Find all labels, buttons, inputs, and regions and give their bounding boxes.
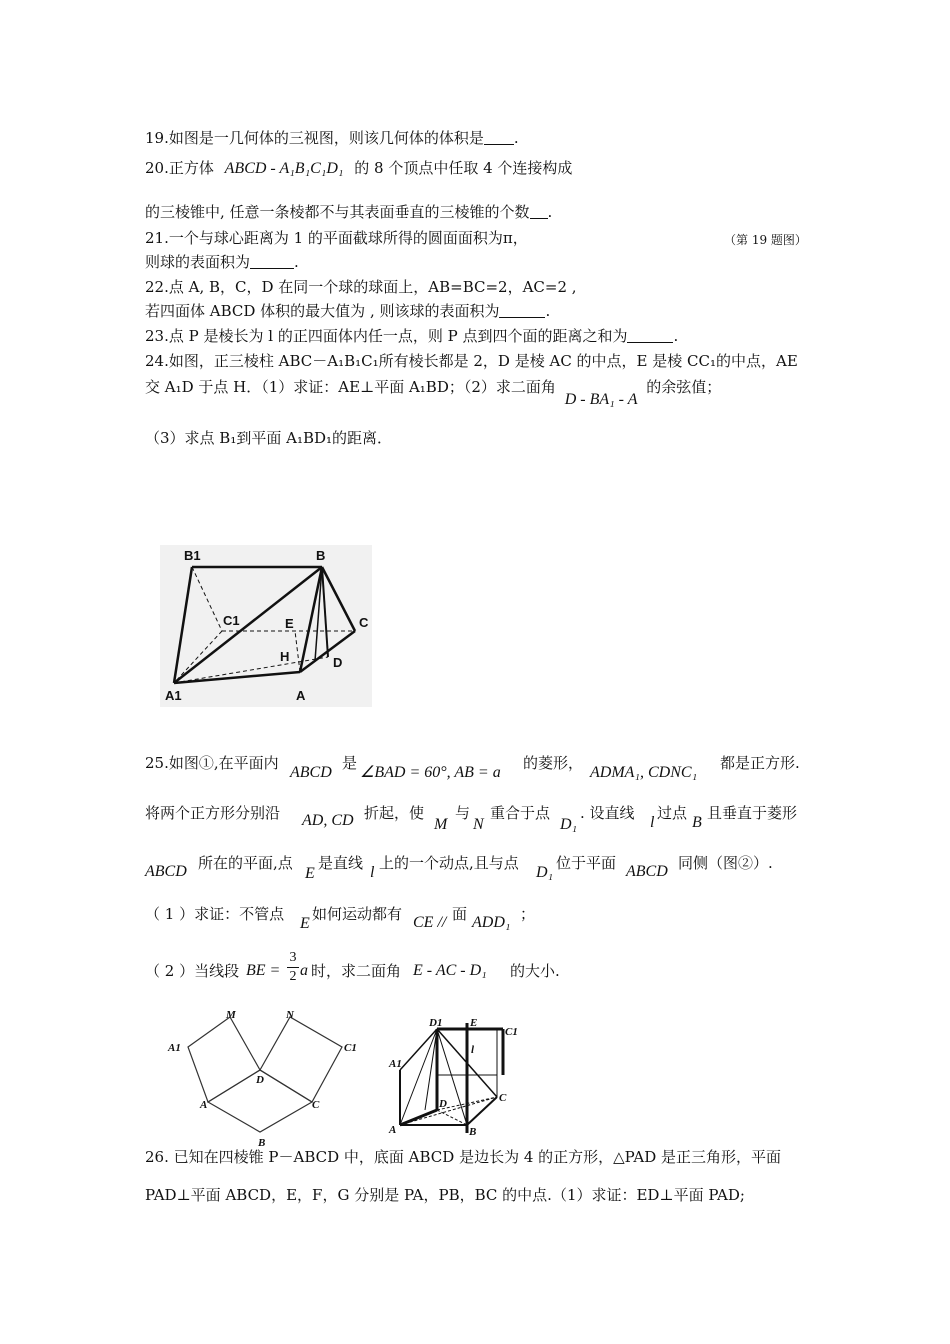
label-l: l	[471, 1044, 475, 1056]
q20-line2: 的三棱锥中, 任意一条棱都不与其表面垂直的三棱锥的个数 .	[145, 203, 553, 221]
label-D: D	[256, 1074, 264, 1086]
label-M: M	[226, 1009, 236, 1021]
q23-blank	[627, 328, 673, 343]
q25-math-abcd: ABCD	[290, 764, 332, 781]
q25-math-adcd: AD, CD	[302, 812, 354, 829]
q25-figure-2	[385, 1015, 525, 1140]
q23-line: 23.点 P 是棱长为 l 的正四面体内任一点，则 P 点到四个面的距离之和为 .	[145, 327, 679, 345]
q24-line1: 24.如图，正三棱柱 ABC－A₁B₁C₁所有棱长都是 2，D 是棱 AC 的中点，E 是棱 CC₁的中点，AE	[145, 352, 798, 370]
q26-line1: 26. 已知在四棱锥 P－ABCD 中，底面 ABCD 是边长为 4 的正方形，△PAD 是正三角形，平面	[145, 1148, 782, 1166]
q20-math: ABCD - A₁B₁C₁D₁	[224, 160, 344, 177]
label-E: E	[285, 616, 294, 631]
label-C: C	[499, 1092, 507, 1104]
label-A1: A1	[389, 1058, 402, 1070]
q25-line1: 25.如图①,在平面内	[145, 754, 279, 772]
label-C1: C1	[344, 1042, 357, 1054]
label-C1: C1	[223, 613, 240, 628]
label-C: C	[359, 615, 369, 630]
label-C1: C1	[505, 1026, 518, 1038]
q22-line1: 22.点 A, B，C，D 在同一个球的球面上，AB=BC=2，AC=2 ,	[145, 278, 577, 296]
q21-blank	[250, 254, 294, 269]
label-E: E	[470, 1017, 478, 1029]
q21-line1: 21.一个与球心距离为 1 的平面截球所得的圆面面积为π，	[145, 229, 528, 247]
label-H: H	[280, 649, 290, 664]
q24-line2: 交 A₁D 于点 H．（1）求证：AE⊥平面 A₁BD；（2）求二面角 D - BA₁ - A 的余弦值；	[145, 378, 722, 408]
fig19-caption: （第 19 题图）	[724, 233, 807, 247]
q19-line: 19.如图是一几何体的三视图，则该几何体的体积是 .	[145, 129, 519, 147]
q24-prism-figure	[160, 545, 372, 707]
label-D1: D1	[429, 1017, 443, 1029]
label-D: D	[439, 1098, 447, 1110]
label-N: N	[286, 1009, 294, 1021]
label-A1: A1	[165, 688, 182, 703]
q22-line2: 若四面体 ABCD 体积的最大值为 , 则该球的表面积为 .	[145, 302, 551, 320]
label-A: A	[296, 688, 306, 703]
label-D: D	[333, 655, 343, 670]
q22-blank	[499, 303, 545, 318]
label-B: B	[469, 1126, 477, 1138]
label-A: A	[389, 1124, 397, 1136]
label-A1: A1	[168, 1042, 181, 1054]
q19-blank	[484, 130, 514, 145]
q25-math-squares: ADMA₁, CDNC₁	[590, 764, 698, 781]
label-A: A	[200, 1099, 208, 1111]
q24-line3: （3）求点 B₁到平面 A₁BD₁的距离．	[145, 429, 393, 447]
label-B1: B1	[184, 548, 201, 563]
q20-blank	[530, 204, 548, 219]
q21-line2: 则球的表面积为 .	[145, 253, 299, 271]
label-B: B	[316, 548, 326, 563]
q26-line2: PAD⊥平面 ABCD，E，F，G 分别是 PA，PB，BC 的中点.（1）求证：ED⊥平面 PAD;	[145, 1186, 745, 1204]
q24-math: D - BA₁ - A	[564, 391, 638, 408]
q25-math-angle: ∠BAD = 60°, AB = a	[360, 764, 501, 781]
label-B: B	[258, 1137, 266, 1149]
q25-fraction: 3 2	[287, 950, 299, 985]
label-C: C	[312, 1099, 320, 1111]
q25-figure-1	[160, 1005, 370, 1150]
q20-line1: 20.正方体 ABCD - A₁B₁C₁D₁ 的 8 个顶点中任取 4 个连接构成	[145, 159, 573, 177]
